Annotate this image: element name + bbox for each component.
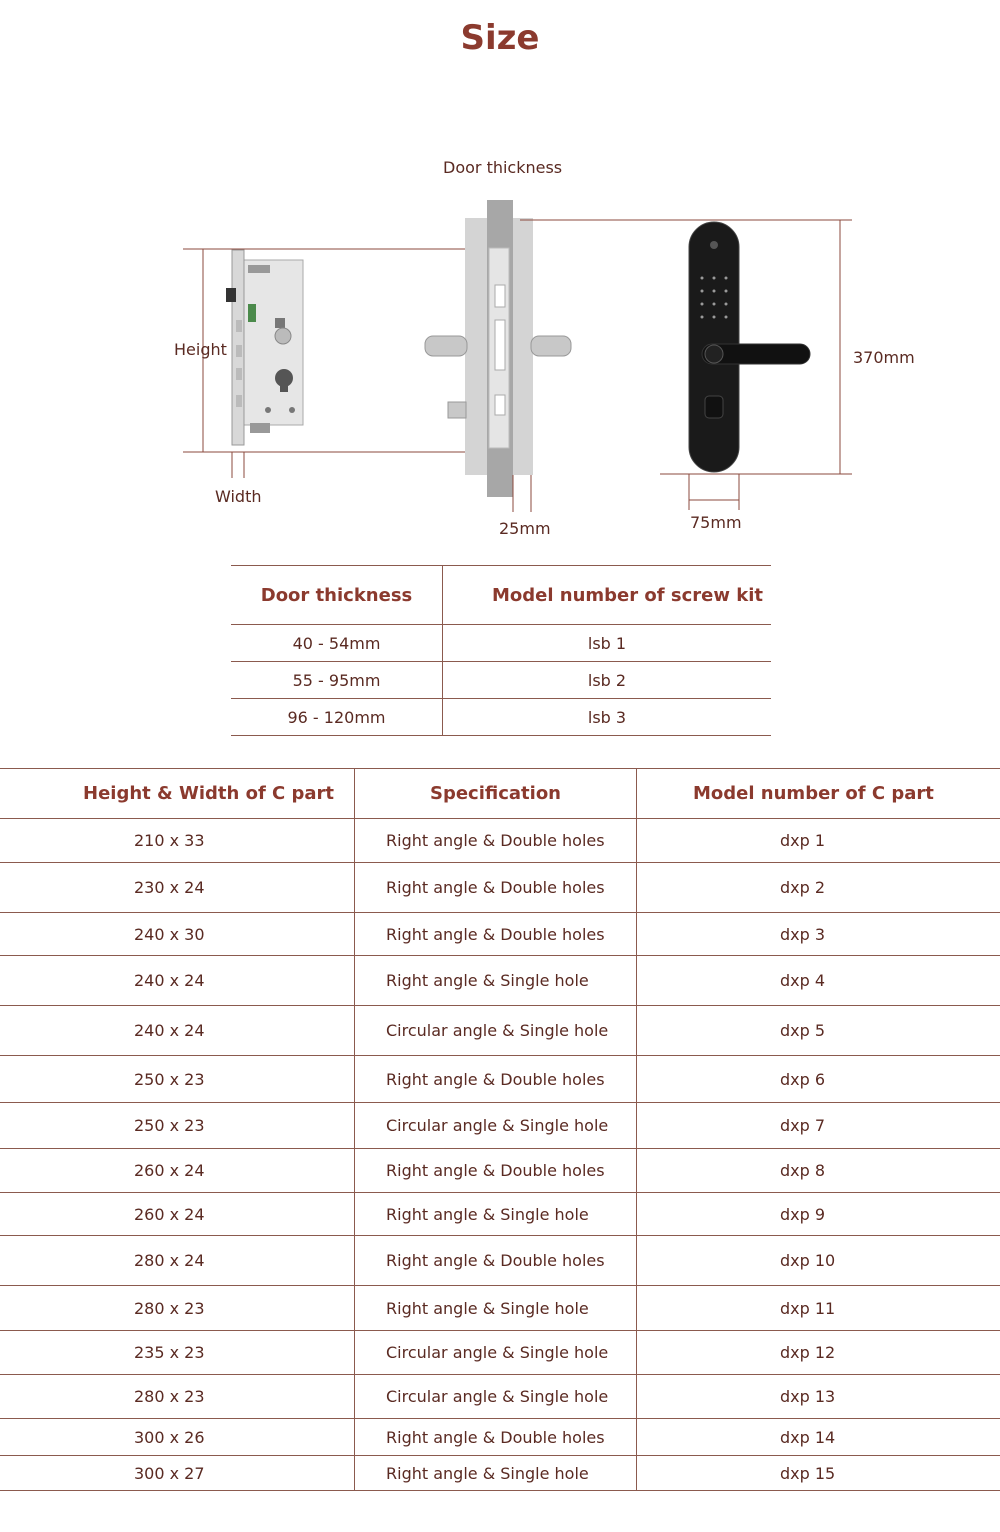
- c-part-table: [0, 768, 1000, 1491]
- page-title: Size: [460, 18, 540, 58]
- table-row: [231, 699, 771, 736]
- table-row: [0, 1375, 1000, 1419]
- table-cell: Right angle & Double holes: [355, 913, 637, 955]
- table-cell: 235 x 23: [0, 1331, 355, 1374]
- table-cell: dxp 2: [780, 878, 826, 897]
- table-cell: 240 x 24: [0, 956, 355, 1005]
- table-row: [0, 1149, 1000, 1193]
- table-cell: lsb 3: [587, 707, 627, 727]
- table-cell: Right angle & Double holes: [355, 1419, 637, 1455]
- table-cell: 280 x 23: [0, 1286, 355, 1330]
- table-cell: 300 x 26: [0, 1419, 355, 1455]
- table-cell: dxp 14: [780, 1427, 836, 1447]
- table-row: [0, 1236, 1000, 1286]
- table-cell: dxp 8: [780, 1161, 826, 1180]
- table-cell: dxp 15: [780, 1463, 836, 1483]
- table-cell: Circular angle & Single hole: [355, 1331, 637, 1374]
- table-cell: Right angle & Double holes: [355, 1056, 637, 1102]
- table-cell: Right angle & Double holes: [355, 863, 637, 912]
- column-header: Height & Width of C part: [0, 769, 355, 818]
- table-header-row: [231, 565, 771, 625]
- table-row: [0, 819, 1000, 863]
- table-cell: Circular angle & Single hole: [355, 1006, 637, 1055]
- table-cell: lsb 2: [587, 670, 627, 690]
- table-cell: 240 x 30: [0, 913, 355, 955]
- table-cell: 260 x 24: [0, 1193, 355, 1235]
- column-header: Model number of C part: [693, 783, 934, 804]
- table-cell: Circular angle & Single hole: [355, 1375, 637, 1418]
- table-cell: 260 x 24: [0, 1149, 355, 1192]
- height-label: Height: [174, 340, 227, 359]
- table-cell: 96 - 120mm: [231, 699, 443, 735]
- table-cell: Right angle & Single hole: [355, 1193, 637, 1235]
- table-header-row: [0, 768, 1000, 819]
- table-cell: Right angle & Double holes: [355, 819, 637, 862]
- table-cell: 210 x 33: [0, 819, 355, 862]
- column-header: Model number of screw kit: [491, 584, 763, 606]
- table-row: [0, 1419, 1000, 1456]
- table-cell: dxp 10: [780, 1251, 836, 1270]
- table-row: [0, 1056, 1000, 1103]
- table-cell: Right angle & Double holes: [355, 1236, 637, 1285]
- table-cell: lsb 1: [587, 633, 627, 653]
- table-row: [0, 1103, 1000, 1149]
- table-cell: Right angle & Single hole: [355, 1456, 637, 1490]
- table-row: [0, 863, 1000, 913]
- table-cell: dxp 4: [780, 971, 826, 990]
- table-cell: 300 x 27: [0, 1456, 355, 1490]
- table-cell: dxp 6: [780, 1069, 826, 1089]
- table-row: [231, 625, 771, 662]
- dimension-370mm: 370mm: [853, 348, 915, 367]
- door-thickness-label: Door thickness: [443, 158, 563, 177]
- table-row: [0, 1193, 1000, 1236]
- table-row: [231, 662, 771, 699]
- lock-dimension-diagram: [0, 0, 1000, 560]
- table-row: [0, 1006, 1000, 1056]
- table-row: [0, 956, 1000, 1006]
- table-cell: 240 x 24: [0, 1006, 355, 1055]
- column-header: Door thickness: [231, 566, 443, 624]
- table-cell: dxp 12: [780, 1343, 836, 1362]
- table-row: [0, 1286, 1000, 1331]
- table-cell: dxp 3: [780, 924, 826, 944]
- table-cell: 40 - 54mm: [231, 625, 443, 661]
- column-header: Specification: [355, 769, 637, 818]
- table-cell: 250 x 23: [0, 1056, 355, 1102]
- width-label: Width: [215, 487, 262, 506]
- table-row: [0, 913, 1000, 956]
- table-cell: dxp 13: [780, 1387, 836, 1406]
- table-cell: dxp 7: [780, 1116, 826, 1135]
- dimension-75mm: 75mm: [690, 513, 742, 532]
- table-cell: 250 x 23: [0, 1103, 355, 1148]
- table-cell: dxp 9: [780, 1204, 826, 1224]
- table-cell: Right angle & Single hole: [355, 1286, 637, 1330]
- smart-lock-image: [689, 222, 810, 472]
- table-cell: Circular angle & Single hole: [355, 1103, 637, 1148]
- table-cell: 280 x 23: [0, 1375, 355, 1418]
- table-cell: Right angle & Single hole: [355, 956, 637, 1005]
- mortise-lock-image: [226, 250, 303, 445]
- table-cell: 55 - 95mm: [231, 662, 443, 698]
- table-row: [0, 1456, 1000, 1491]
- table-cell: 280 x 24: [0, 1236, 355, 1285]
- table-cell: dxp 1: [780, 831, 826, 850]
- table-cell: dxp 5: [780, 1021, 826, 1040]
- table-row: [0, 1331, 1000, 1375]
- dimension-25mm: 25mm: [499, 519, 551, 538]
- table-cell: dxp 11: [780, 1298, 836, 1318]
- screw-kit-table: [231, 565, 771, 736]
- table-cell: Right angle & Double holes: [355, 1149, 637, 1192]
- table-cell: 230 x 24: [0, 863, 355, 912]
